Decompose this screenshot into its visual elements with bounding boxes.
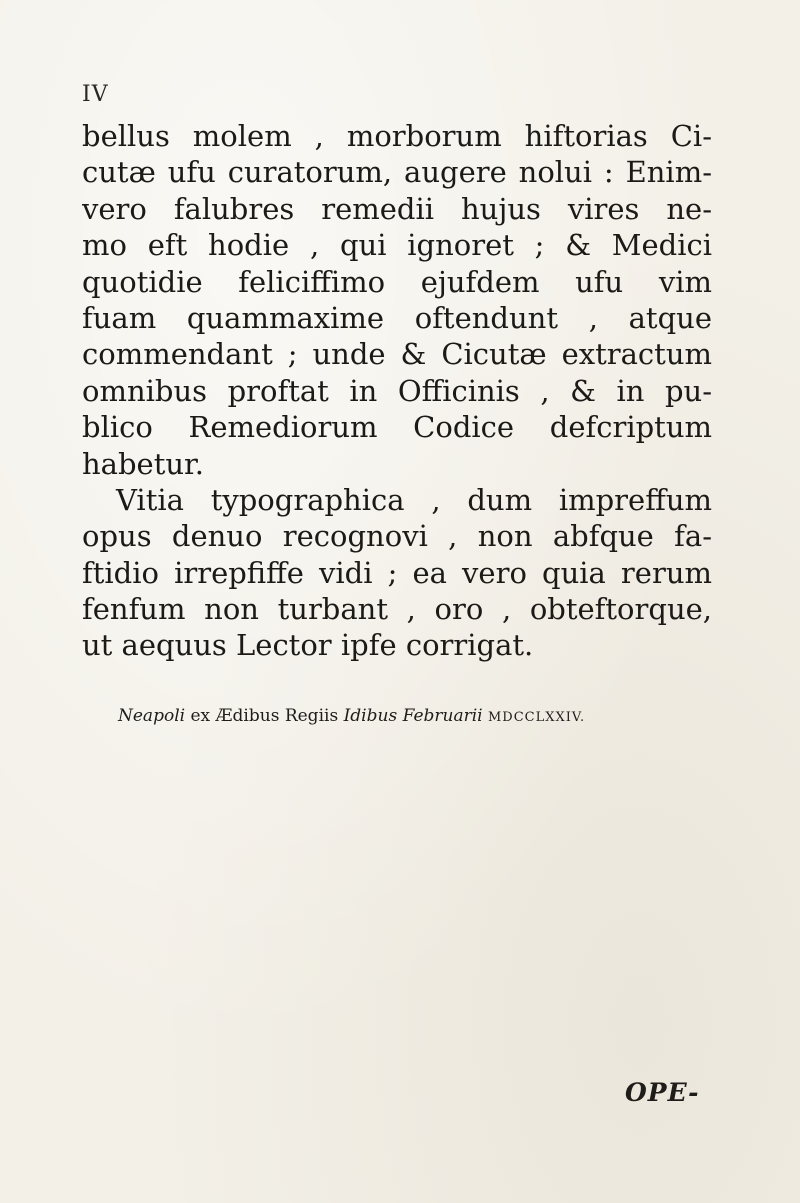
text-line: Vitia typographica , dum impreffum [116,482,712,517]
text-line: mo eft hodie , qui ignoret ; & Medici [82,228,712,263]
text-line: blico Remediorum Codice defcriptum [82,410,712,445]
text-line: fenfum non turbant , oro , obteftorque, [82,592,712,627]
catchword: OPE- [625,1078,700,1107]
imprint-date: Idibus Februarii [343,706,483,726]
imprint-press: Ædibus Regiis [215,706,339,726]
text-line: quotidie feliciffimo ejufdem ufu vim [82,264,712,299]
body-text [82,118,712,664]
text-line: commendant ; unde & Cicutæ extractum [82,337,712,372]
imprint-year: MDCCLXXIV. [488,710,586,725]
imprint-line [118,706,718,726]
text-line: bellus molem , morborum hiftorias Ci- [82,119,712,153]
text-line: habetur. [82,446,204,481]
text-line: ut aequus Lector ipfe corrigat. [82,628,534,663]
imprint-place: Neapoli [118,706,186,726]
text-line: cutæ ufu curatorum, augere nolui : Enim- [82,155,712,190]
text-line: opus denuo recognovi , non abfque fa- [82,519,712,554]
text-line: fuam quammaxime oftendunt , atque [82,300,712,335]
page-number: IV [82,82,109,107]
text-line: omnibus proftat in Officinis , & in pu- [82,373,712,408]
text-line: ftidio irrepfiffe vidi ; ea vero quia rerum [82,555,712,590]
imprint-ex: ex [190,706,211,726]
text-line: vero falubres remedii hujus vires ne- [82,191,712,226]
